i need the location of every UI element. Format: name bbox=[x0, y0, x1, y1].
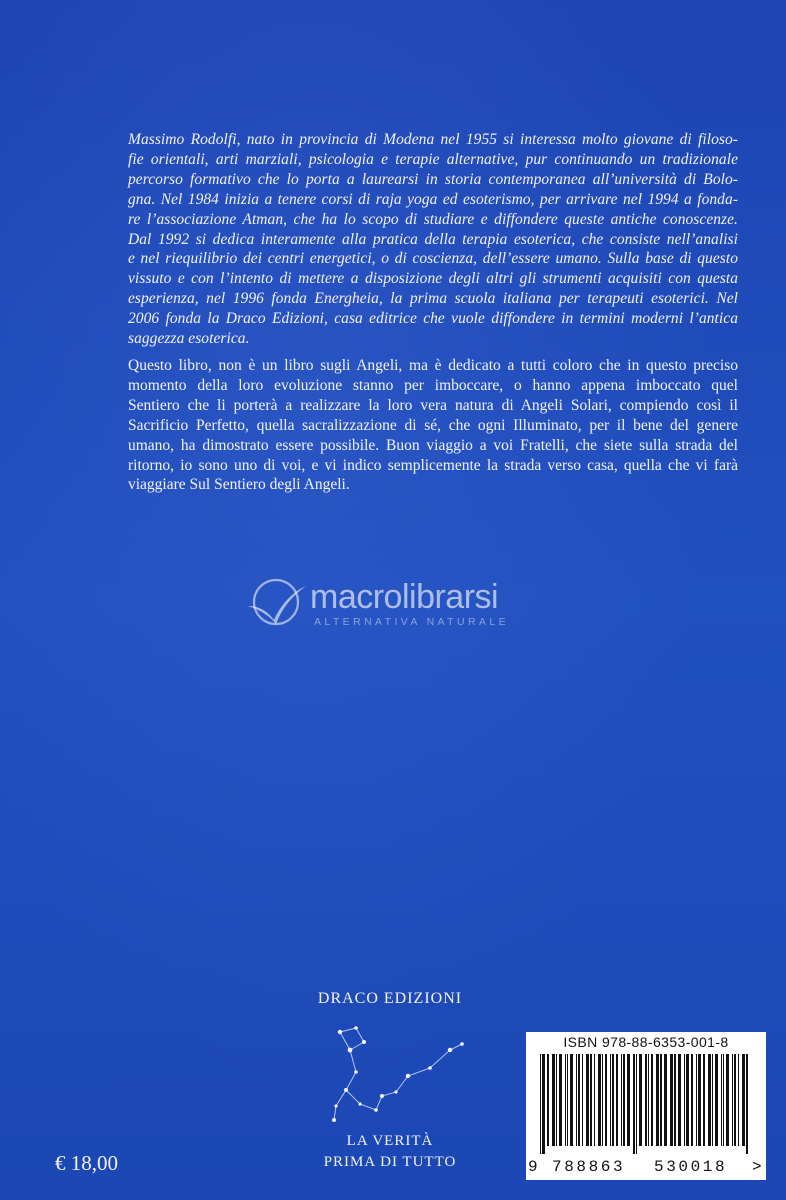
barcode-bar bbox=[570, 1054, 573, 1146]
barcode-bar bbox=[556, 1054, 557, 1146]
barcode-bar bbox=[559, 1054, 562, 1146]
barcode-bar bbox=[678, 1054, 681, 1146]
barcode-bar bbox=[582, 1054, 583, 1146]
barcode-bar bbox=[734, 1054, 736, 1146]
barcode-bar bbox=[698, 1054, 701, 1146]
bio-line: vissuto e con l’intento di mettere a disposizione degli altri gli strumenti acquisiti con questa bbox=[128, 270, 738, 288]
barcode-bar bbox=[602, 1054, 603, 1146]
barcode-bar bbox=[723, 1054, 724, 1146]
macrolibrarsi-logo-icon bbox=[246, 576, 308, 628]
barcode-bar bbox=[621, 1054, 622, 1146]
barcode-bar bbox=[708, 1054, 711, 1146]
watermark-tagline: ALTERNATIVA NATURALE bbox=[314, 616, 509, 628]
barcode-bar bbox=[578, 1054, 580, 1146]
barcode-bar bbox=[651, 1054, 653, 1146]
barcode-bar bbox=[565, 1054, 566, 1146]
motto bbox=[290, 1131, 490, 1173]
price-label: € 18,00 bbox=[55, 1151, 118, 1175]
description-line: umano, ha dimostrato essere possibile. Buon viaggio a voi Fratelli, che siete sulla strada del bbox=[128, 436, 738, 454]
barcode-bar bbox=[660, 1054, 662, 1146]
watermark-name: macrolibrarsi bbox=[310, 578, 499, 616]
bio-line: re l’associazione Atman, che ha lo scopo di studiare e diffondere queste antiche conoscenze. bbox=[128, 210, 738, 228]
barcode-bars bbox=[538, 1054, 752, 1154]
bio-line: percorso formativo che lo porta a laurearsi in storia contemporanea all’università di Bolo- bbox=[128, 170, 738, 188]
barcode-bar bbox=[636, 1054, 637, 1154]
barcode-bar bbox=[576, 1054, 577, 1146]
bio-line: esperienza, nel 1996 fonda Energheia, la prima scuola italiana per terapeuti esoterici. Nel bbox=[128, 290, 738, 308]
barcode-bar bbox=[670, 1054, 673, 1146]
book-description bbox=[128, 356, 738, 495]
barcode-bar bbox=[684, 1054, 685, 1146]
barcode-bar bbox=[612, 1054, 614, 1146]
description-line: ritorno, io sono uno di voi, e vi indico semplicemente la strada verso casa, quella che vi farà bbox=[128, 456, 738, 474]
barcode-bar bbox=[691, 1054, 693, 1146]
barcode-digit-suffix: > bbox=[752, 1158, 762, 1176]
barcode-bar bbox=[742, 1054, 745, 1146]
barcode-bar bbox=[696, 1054, 697, 1146]
bio-line: fie orientali, arti marziali, psicologia e terapie alternative, pur continuando un tradizionale bbox=[128, 150, 738, 168]
bio-line: 2006 fonda la Draco Edizioni, casa editrice che vuole diffondere in termini moderni l’antica bbox=[128, 310, 738, 328]
bio-line: gna. Nel 1984 inizia a tenere corsi di raja yoga ed esoterismo, per arrivare nel 1994 a fonda- bbox=[128, 190, 738, 208]
barcode-bar bbox=[586, 1054, 589, 1146]
bio-line: saggezza esoterica. bbox=[128, 330, 250, 348]
description-line: Questo libro, non è un libro sugli Angeli, ma è dedicato a tutti coloro che in questo preciso bbox=[128, 357, 738, 374]
publisher-name: DRACO EDIZIONI bbox=[317, 990, 463, 1007]
barcode-bar bbox=[590, 1054, 592, 1146]
motto-line-1: LA VERITÀ bbox=[346, 1133, 434, 1149]
barcode-digit-group-1: 788863 bbox=[552, 1158, 626, 1176]
barcode-bar bbox=[540, 1054, 541, 1154]
description-line: momento della loro evoluzione stanno per imboccare, o hanno appena imboccato quel bbox=[128, 376, 738, 394]
barcode-bar bbox=[656, 1054, 659, 1146]
description-line: viaggiare Sul Sentiero degli Angeli. bbox=[128, 476, 350, 494]
barcode-bar bbox=[610, 1054, 611, 1146]
bio-line: Dal 1992 si dedica interamente alla pratica della terapia esoterica, che consiste nell’analisi bbox=[128, 230, 738, 248]
barcode-digit-prefix: 9 bbox=[528, 1158, 538, 1176]
author-bio bbox=[128, 130, 738, 349]
barcode-bar bbox=[633, 1054, 635, 1154]
barcode-bar bbox=[567, 1054, 568, 1146]
barcode-bar bbox=[616, 1054, 618, 1146]
barcode-bar bbox=[605, 1054, 607, 1146]
barcode-bar bbox=[639, 1054, 642, 1146]
draco-constellation-icon bbox=[300, 1020, 480, 1140]
macrolibrarsi-watermark bbox=[246, 572, 546, 632]
barcode-bar bbox=[623, 1054, 625, 1146]
barcode-bar bbox=[627, 1054, 630, 1146]
barcode-bar bbox=[594, 1054, 595, 1146]
barcode-bar bbox=[542, 1054, 545, 1154]
description-line: Sentiero che li porterà a realizzare la loro vera natura di Angeli Solari, compiendo così il bbox=[128, 396, 738, 414]
bio-line: Massimo Rodolfi, nato in provincia di Modena nel 1955 si interessa molto giovane di filoso- bbox=[128, 131, 738, 148]
description-line: Sacrificio Perfetto, quella sacralizzazione di sé, che ogni Illuminato, per il bene del genere bbox=[128, 416, 738, 434]
barcode-bar bbox=[712, 1054, 713, 1146]
isbn-label: ISBN 978-88-6353-001-8 bbox=[563, 1034, 729, 1050]
barcode-bar bbox=[703, 1054, 705, 1146]
barcode-bar bbox=[547, 1054, 549, 1146]
barcode-bar bbox=[645, 1054, 647, 1146]
barcode-bar bbox=[726, 1054, 729, 1146]
barcode-bar bbox=[738, 1054, 739, 1146]
barcode-bar bbox=[674, 1054, 676, 1146]
barcode-bar bbox=[732, 1054, 733, 1146]
barcode-bar bbox=[686, 1054, 689, 1146]
barcode-bar bbox=[598, 1054, 601, 1146]
barcode-bar bbox=[664, 1054, 667, 1146]
motto-line-2: PRIMA DI TUTTO bbox=[323, 1154, 457, 1170]
barcode-digit-group-2: 530018 bbox=[654, 1158, 728, 1176]
barcode-panel bbox=[526, 1032, 766, 1180]
barcode-bar bbox=[648, 1054, 649, 1146]
barcode-bar bbox=[552, 1054, 555, 1146]
barcode-bar bbox=[721, 1054, 722, 1146]
barcode-bar bbox=[715, 1054, 718, 1146]
bio-line: e nel riequilibrio dei centri energetici, o di coscienza, dell’essere umano. Sulla base di questo bbox=[128, 250, 738, 268]
barcode-bar bbox=[746, 1054, 748, 1154]
